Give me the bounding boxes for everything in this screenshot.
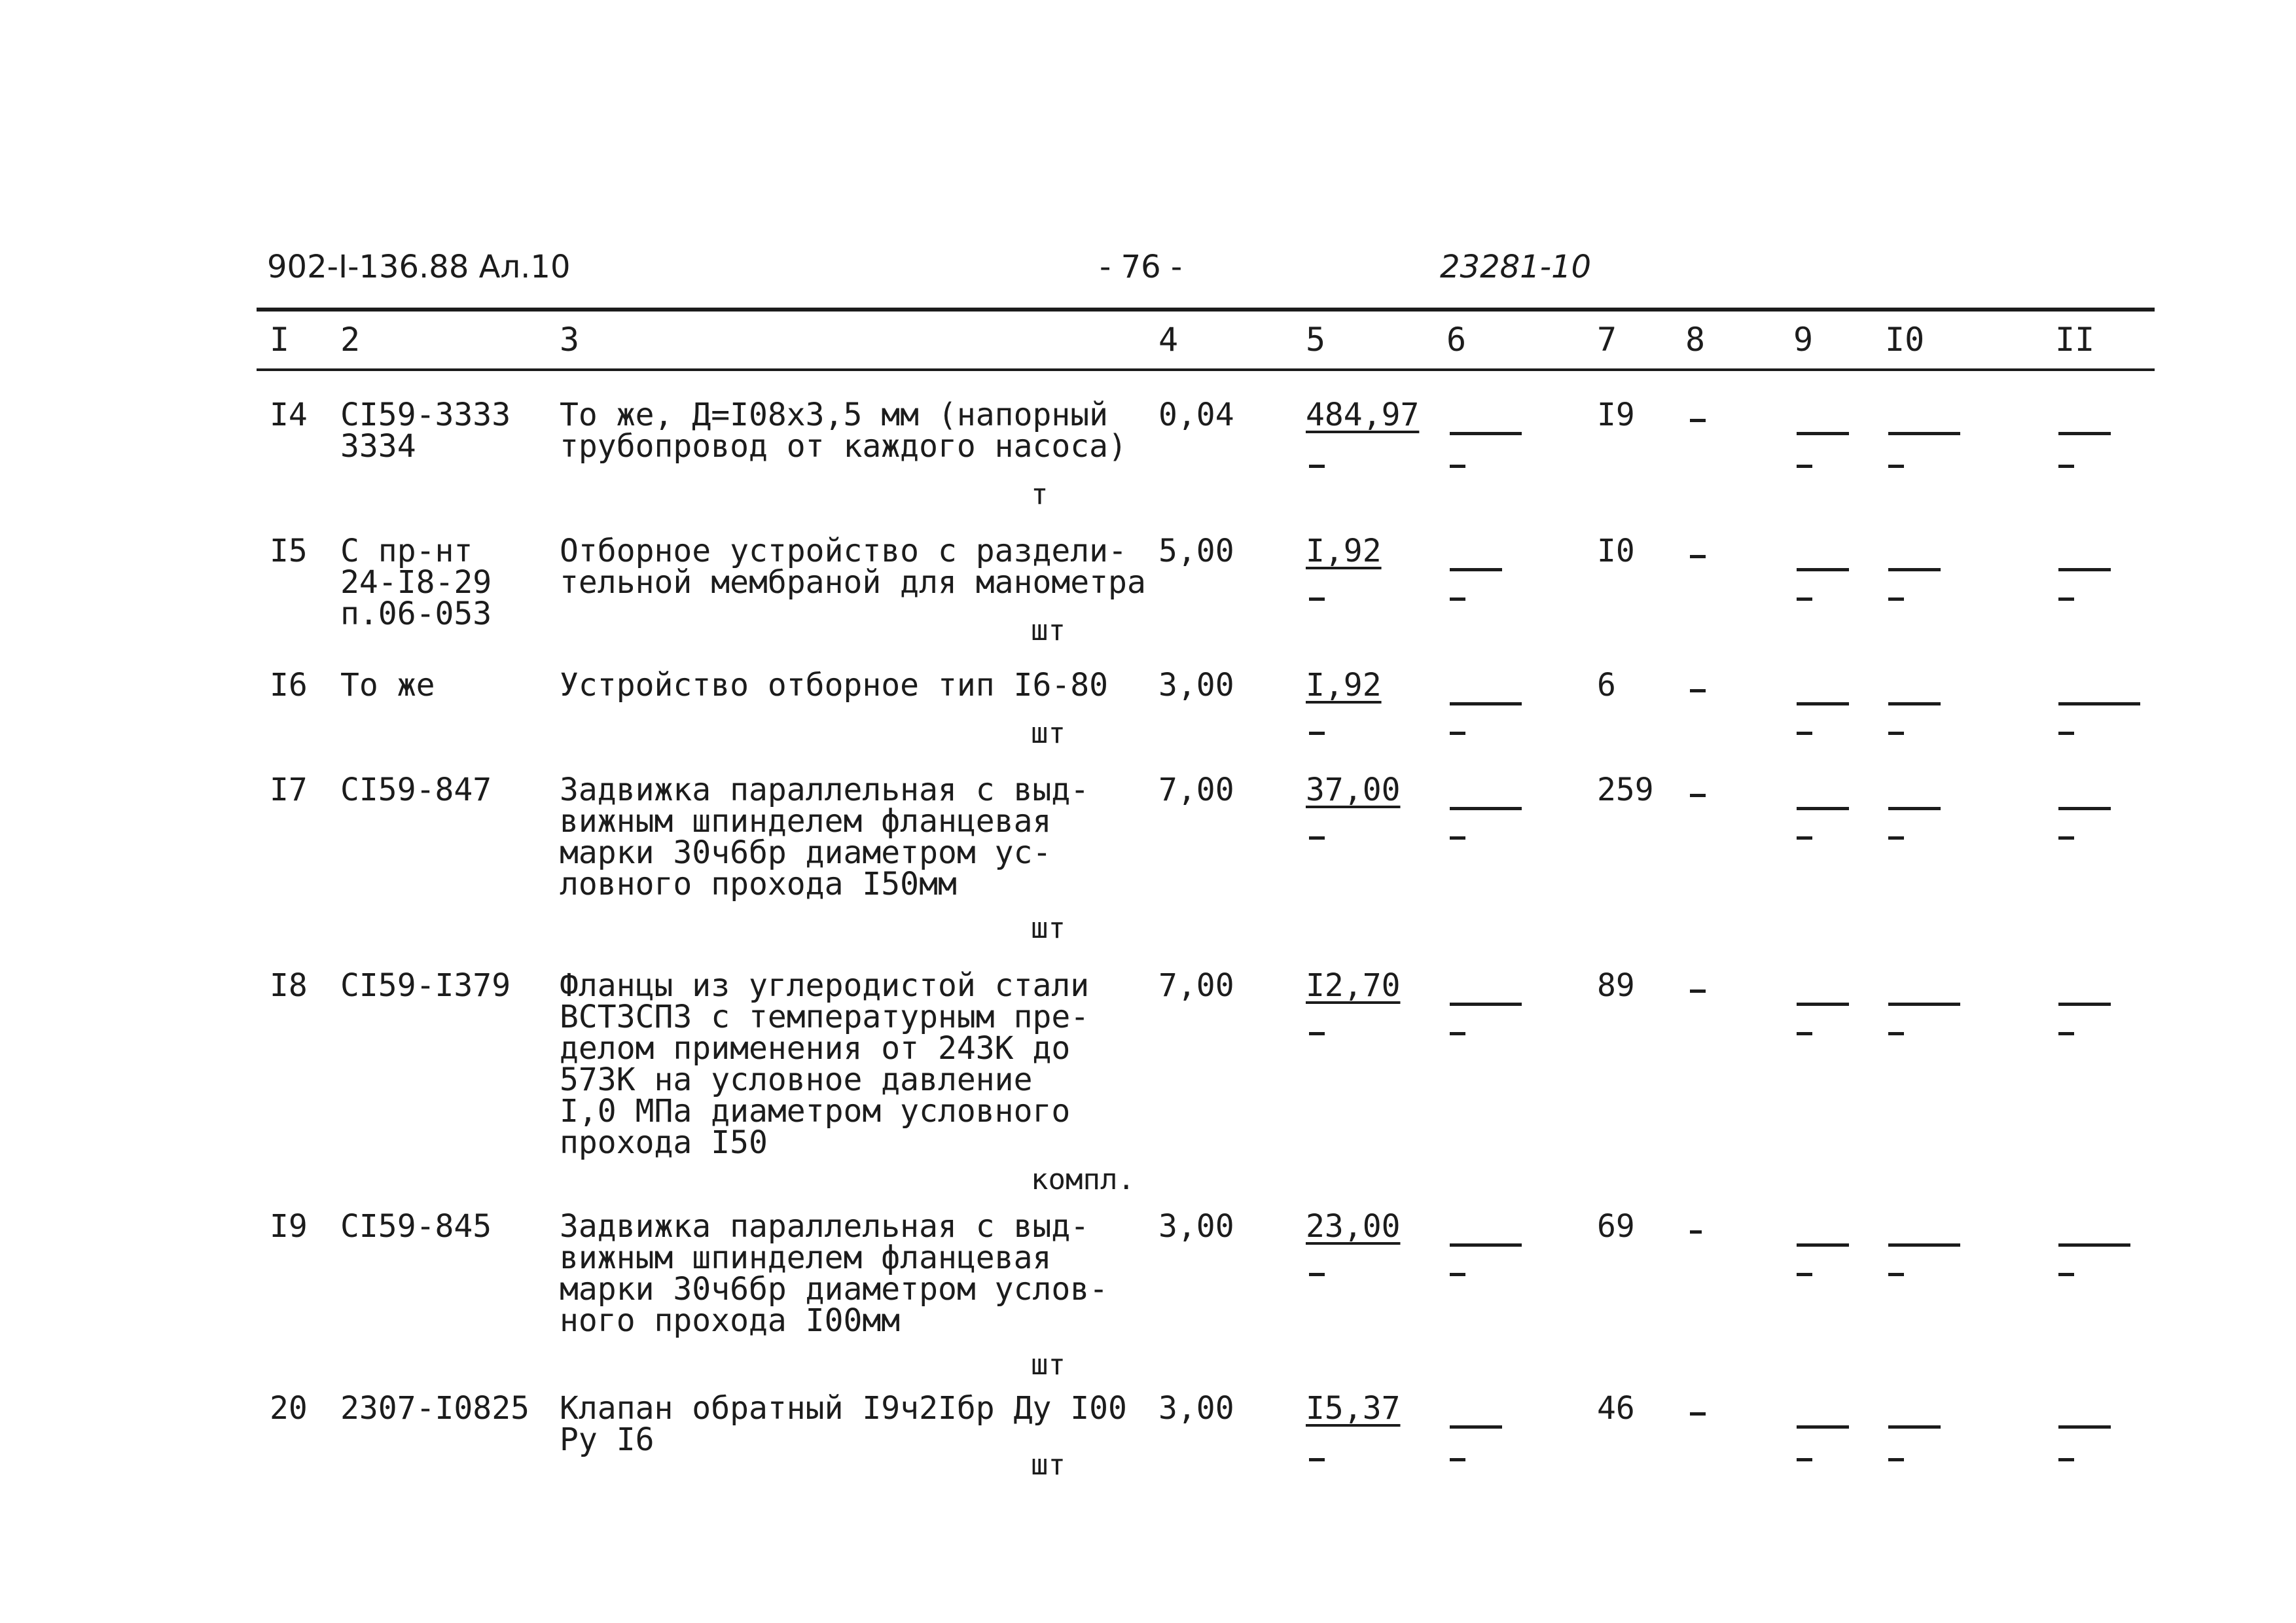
- unit-of-measure: шт: [1031, 614, 1066, 647]
- unit-of-measure: т: [1031, 478, 1049, 511]
- empty-mark: [1888, 1273, 1904, 1276]
- empty-mark: [1797, 1243, 1849, 1247]
- item-description: Устройство отборное тип I6-80: [560, 667, 1109, 704]
- empty-mark: [1309, 1032, 1325, 1035]
- col-header-8: 8: [1685, 321, 1706, 359]
- item-description: Задвижка параллельная с выд- вижным шпинделем фланцевая марки 30ч6бр диаметром услов- ного прохода I00мм: [560, 1208, 1109, 1339]
- empty-mark: [2058, 1273, 2074, 1276]
- empty-mark: [2058, 702, 2140, 705]
- document-code: 902-I-136.88 Ал.10: [267, 249, 571, 285]
- col-header-7: 7: [1597, 321, 1617, 359]
- empty-mark: [1450, 1458, 1465, 1461]
- empty-mark: [1309, 597, 1325, 601]
- col-header-5: 5: [1306, 321, 1326, 359]
- item-description: То же, Д=I08x3,5 мм (напорный трубопровод от каждого насоса): [560, 397, 1127, 465]
- total-cost: 259: [1597, 772, 1654, 808]
- col-header-6: 6: [1446, 321, 1467, 359]
- empty-mark: [2058, 1458, 2074, 1461]
- empty-mark: [2058, 1003, 2111, 1006]
- row-number: I9: [270, 1208, 308, 1245]
- unit-price: I,92: [1306, 667, 1382, 704]
- row-number: I6: [270, 667, 308, 704]
- empty-mark: [1450, 568, 1502, 571]
- empty-mark: [1450, 807, 1522, 810]
- empty-mark: [1797, 732, 1812, 735]
- price-code: То же: [340, 667, 435, 704]
- empty-mark: [1309, 465, 1325, 468]
- empty-mark: [1797, 432, 1849, 435]
- empty-mark: [1888, 836, 1904, 840]
- empty-mark: [2058, 1425, 2111, 1429]
- unit-of-measure: компл.: [1031, 1163, 1135, 1196]
- empty-mark: [1450, 1425, 1502, 1429]
- total-cost: 89: [1597, 967, 1635, 1004]
- unit-price: I2,70: [1306, 967, 1401, 1004]
- empty-mark: [1309, 836, 1325, 840]
- total-cost: I0: [1597, 533, 1635, 569]
- price-code: CI59-847: [340, 772, 492, 808]
- empty-mark: [1450, 836, 1465, 840]
- empty-mark: [1888, 807, 1941, 810]
- empty-mark: [1888, 432, 1960, 435]
- empty-mark: [1690, 689, 1706, 692]
- empty-mark: [1797, 702, 1849, 705]
- empty-mark: [2058, 597, 2074, 601]
- empty-mark: [1797, 1273, 1812, 1276]
- page-number: - 76 -: [1100, 249, 1183, 285]
- unit-of-measure: шт: [1031, 1448, 1066, 1482]
- empty-mark: [1690, 1230, 1702, 1234]
- empty-mark: [1888, 1458, 1904, 1461]
- empty-mark: [1690, 990, 1706, 993]
- total-cost: I9: [1597, 397, 1635, 433]
- total-cost: 69: [1597, 1208, 1635, 1245]
- col-header-10: I0: [1885, 321, 1925, 359]
- empty-mark: [2058, 432, 2111, 435]
- empty-mark: [1797, 807, 1849, 810]
- item-description: Задвижка параллельная с выд- вижным шпинделем фланцевая марки 30ч6бр диаметром ус- ловного прохода I50мм: [560, 772, 1090, 902]
- empty-mark: [1797, 465, 1812, 468]
- empty-mark: [1797, 1032, 1812, 1035]
- empty-mark: [1797, 568, 1849, 571]
- unit-price: 23,00: [1306, 1208, 1401, 1245]
- empty-mark: [2058, 568, 2111, 571]
- empty-mark: [1888, 1243, 1960, 1247]
- empty-mark: [1690, 1412, 1706, 1416]
- empty-mark: [1450, 1032, 1465, 1035]
- row-number: I4: [270, 397, 308, 433]
- empty-mark: [1450, 1273, 1465, 1276]
- col-header-1: I: [270, 321, 290, 359]
- empty-mark: [1888, 732, 1904, 735]
- quantity: 5,00: [1158, 533, 1234, 569]
- row-number: I5: [270, 533, 308, 569]
- total-cost: 46: [1597, 1390, 1635, 1427]
- unit-of-measure: шт: [1031, 717, 1066, 750]
- unit-price: 484,97: [1306, 397, 1420, 433]
- unit-of-measure: шт: [1031, 912, 1066, 945]
- empty-mark: [1888, 568, 1941, 571]
- total-cost: 6: [1597, 667, 1616, 704]
- empty-mark: [1450, 732, 1465, 735]
- inventory-number: 23281-10: [1440, 249, 1592, 285]
- item-description: Клапан обратный I9ч2Iбр Ду I00 Ру I6: [560, 1390, 1127, 1458]
- empty-mark: [1309, 1273, 1325, 1276]
- table-top-rule: [257, 308, 2155, 312]
- empty-mark: [1888, 1003, 1960, 1006]
- unit-price: I,92: [1306, 533, 1382, 569]
- empty-mark: [1690, 794, 1706, 797]
- item-description: Отборное устройство с раздели- тельной мембраной для манометра: [560, 533, 1146, 601]
- empty-mark: [1888, 702, 1941, 705]
- empty-mark: [1797, 1003, 1849, 1006]
- empty-mark: [1450, 1243, 1522, 1247]
- price-code: 2307-I0825: [340, 1390, 529, 1427]
- item-description: Фланцы из углеродистой стали ВСТ3СП3 с температурным пре- делом применения от 243К до 573К на условное давление I,0 МПа диаметром условного прохода I50: [560, 967, 1090, 1161]
- unit-price: 37,00: [1306, 772, 1401, 808]
- empty-mark: [1888, 465, 1904, 468]
- empty-mark: [1450, 432, 1522, 435]
- quantity: 3,00: [1158, 1208, 1234, 1245]
- empty-mark: [1797, 597, 1812, 601]
- col-header-11: II: [2055, 321, 2095, 359]
- empty-mark: [1309, 1458, 1325, 1461]
- header-bottom-rule: [257, 368, 2155, 371]
- price-code: CI59-I379: [340, 967, 511, 1004]
- quantity: 3,00: [1158, 667, 1234, 704]
- empty-mark: [1797, 836, 1812, 840]
- empty-mark: [1888, 1425, 1941, 1429]
- unit-of-measure: шт: [1031, 1348, 1066, 1382]
- empty-mark: [1450, 597, 1465, 601]
- empty-mark: [1690, 419, 1706, 422]
- row-number: 20: [270, 1390, 308, 1427]
- col-header-9: 9: [1793, 321, 1814, 359]
- empty-mark: [2058, 836, 2074, 840]
- empty-mark: [2058, 807, 2111, 810]
- empty-mark: [1690, 555, 1706, 558]
- quantity: 7,00: [1158, 967, 1234, 1004]
- row-number: I7: [270, 772, 308, 808]
- unit-price: I5,37: [1306, 1390, 1401, 1427]
- col-header-3: 3: [560, 321, 580, 359]
- empty-mark: [2058, 1032, 2074, 1035]
- empty-mark: [1888, 597, 1904, 601]
- quantity: 7,00: [1158, 772, 1234, 808]
- price-code: С пр-нт 24-I8-29 п.06-053: [340, 533, 492, 632]
- empty-mark: [2058, 465, 2074, 468]
- empty-mark: [1888, 1032, 1904, 1035]
- quantity: 0,04: [1158, 397, 1234, 433]
- row-number: I8: [270, 967, 308, 1004]
- price-code: CI59-845: [340, 1208, 492, 1245]
- empty-mark: [2058, 732, 2074, 735]
- col-header-4: 4: [1158, 321, 1179, 359]
- empty-mark: [1450, 702, 1522, 705]
- empty-mark: [1450, 465, 1465, 468]
- empty-mark: [1309, 732, 1325, 735]
- quantity: 3,00: [1158, 1390, 1234, 1427]
- price-code: CI59-3333 3334: [340, 397, 511, 465]
- empty-mark: [1797, 1425, 1849, 1429]
- col-header-2: 2: [340, 321, 361, 359]
- empty-mark: [2058, 1243, 2130, 1247]
- empty-mark: [1450, 1003, 1522, 1006]
- empty-mark: [1797, 1458, 1812, 1461]
